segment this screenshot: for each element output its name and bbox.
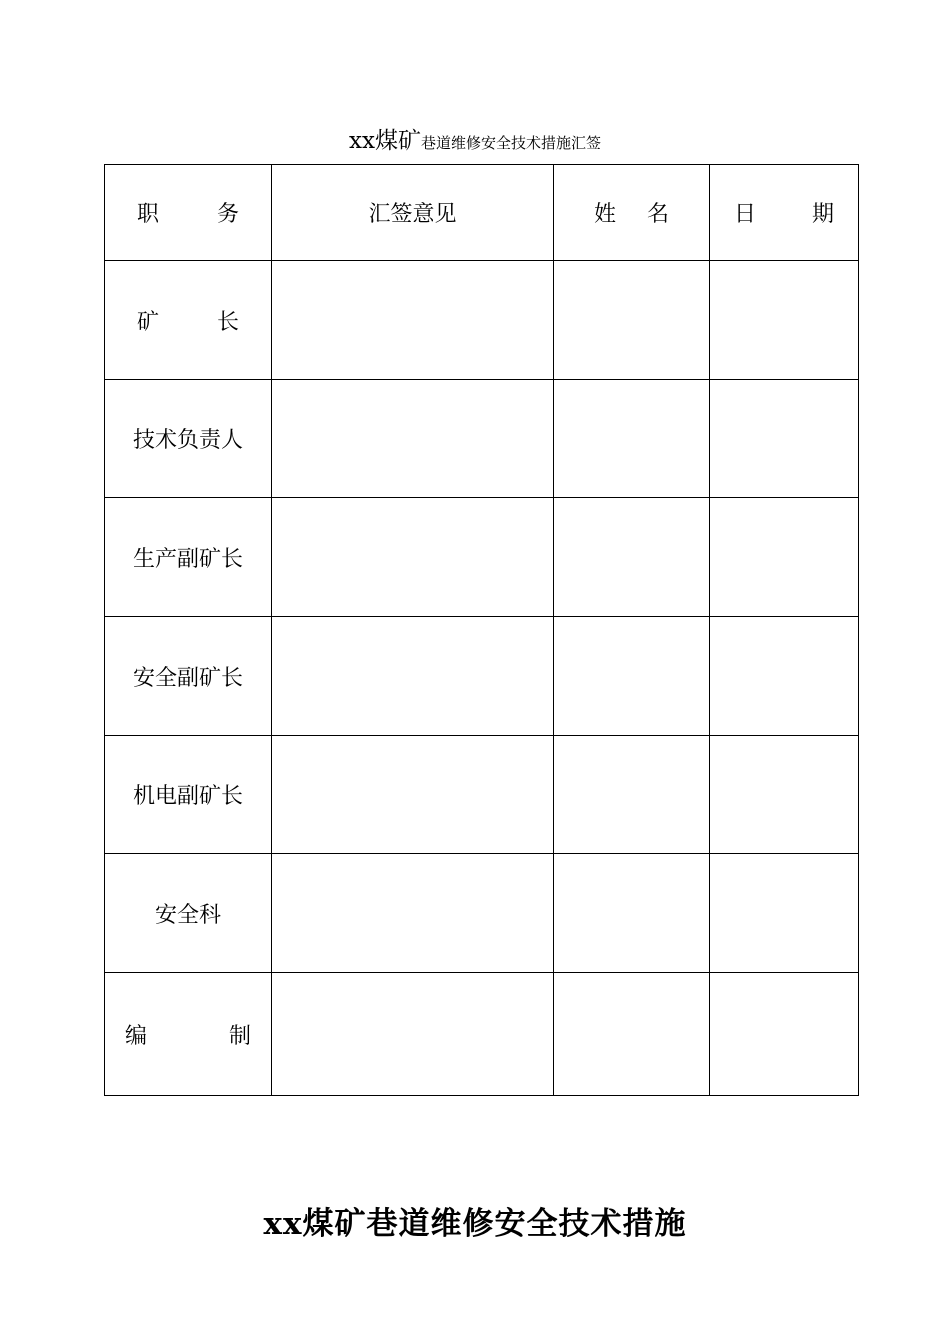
- document-main-title: xx煤矿巷道维修安全技术措施: [263, 1206, 687, 1242]
- date-cell[interactable]: [710, 973, 859, 1096]
- header-opinion: [272, 165, 554, 261]
- table-row: [105, 380, 859, 498]
- opinion-cell[interactable]: [272, 973, 554, 1096]
- name-cell[interactable]: [554, 736, 710, 854]
- header-position-char-1: 职: [137, 202, 160, 227]
- sign-sheet-title-prefix: xx煤矿: [349, 128, 421, 154]
- table-row: [105, 617, 859, 736]
- header-position-char-2: 务: [216, 202, 239, 227]
- role-char: 制: [228, 1023, 251, 1049]
- date-cell[interactable]: [710, 617, 859, 736]
- date-cell[interactable]: [710, 261, 859, 380]
- date-cell[interactable]: [710, 854, 859, 973]
- header-name-char-1: 姓: [594, 202, 617, 227]
- role-cell: [105, 380, 272, 498]
- sign-sheet-title-suffix: 巷道维修安全技术措施汇签: [420, 134, 601, 152]
- table-row: [105, 854, 859, 973]
- opinion-cell[interactable]: [272, 261, 554, 380]
- header-date-char-1: 日: [734, 202, 757, 227]
- header-name-char-2: 名: [646, 202, 669, 227]
- opinion-cell[interactable]: [272, 854, 554, 973]
- role-char: 编: [125, 1023, 148, 1049]
- sign-sheet-title: [0, 126, 950, 158]
- role-cell: [105, 261, 272, 380]
- date-cell[interactable]: [710, 736, 859, 854]
- opinion-cell[interactable]: [272, 736, 554, 854]
- name-cell[interactable]: [554, 261, 710, 380]
- role-label: 安全科: [154, 902, 221, 928]
- role-char: 矿: [137, 309, 160, 335]
- table-row: [105, 498, 859, 617]
- header-position: [105, 165, 272, 261]
- role-cell: [105, 973, 272, 1096]
- table-row: [105, 736, 859, 854]
- role-cell: [105, 854, 272, 973]
- table-header-row: [105, 165, 859, 261]
- role-label: 安全副矿长: [132, 665, 243, 691]
- table-row: [105, 261, 859, 380]
- role-label: 机电副矿长: [132, 784, 243, 809]
- role-label: 技术负责人: [132, 428, 243, 453]
- name-cell[interactable]: [554, 380, 710, 498]
- countersign-table: [104, 164, 859, 1096]
- name-cell[interactable]: [554, 854, 710, 973]
- role-label: 生产副矿长: [132, 546, 243, 572]
- opinion-cell[interactable]: [272, 380, 554, 498]
- date-cell[interactable]: [710, 380, 859, 498]
- role-char: 长: [216, 309, 239, 335]
- header-name: [554, 165, 710, 261]
- role-cell: [105, 498, 272, 617]
- name-cell[interactable]: [554, 498, 710, 617]
- header-opinion-label: 汇签意见: [368, 202, 457, 227]
- opinion-cell[interactable]: [272, 498, 554, 617]
- header-date: [710, 165, 859, 261]
- name-cell[interactable]: [554, 973, 710, 1096]
- date-cell[interactable]: [710, 498, 859, 617]
- role-cell: [105, 617, 272, 736]
- opinion-cell[interactable]: [272, 617, 554, 736]
- role-cell: [105, 736, 272, 854]
- name-cell[interactable]: [554, 617, 710, 736]
- table-row: [105, 973, 859, 1096]
- header-date-char-2: 期: [811, 202, 834, 227]
